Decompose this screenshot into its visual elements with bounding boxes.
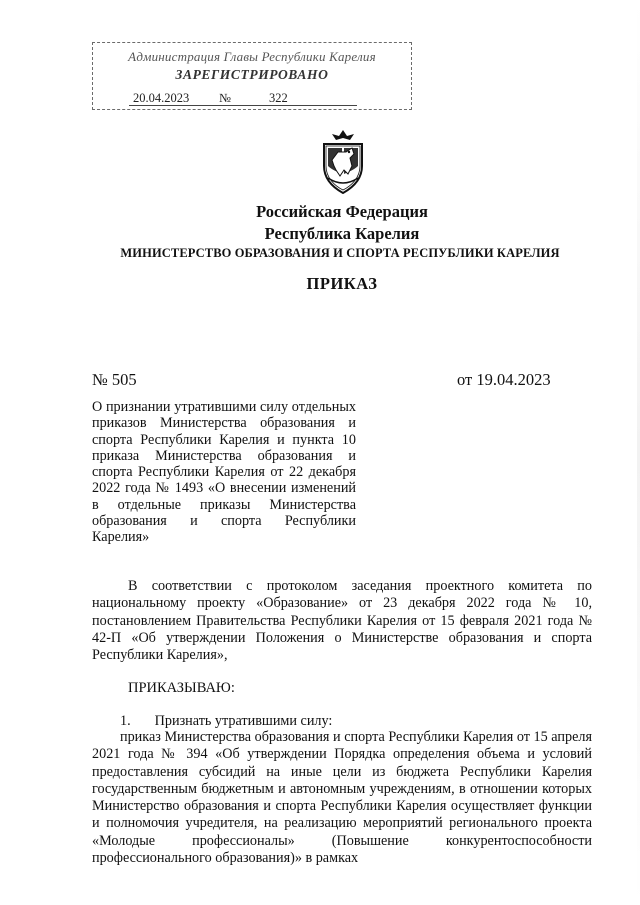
stamp-number: 322 [269, 91, 288, 105]
item-1-detail: приказ Министерства образования и спорта Республики Карелия от 15 апреля 2021 года № 394 «Об утверждении Порядка определения объема и условий предоставления субсидий на иные цели из бюджета Республики Карелия государственным бюджетным и автономным учреждениям, в отношении которых Министерство образования и спорта Республики Карелия осуществляет функции и полномочия учредителя, на реализацию мероприятий регионального проекта «Молодые профессионалы» (Повышение конкурентоспособности профессионального образования)» в рамках [92, 729, 592, 867]
header-federation: Российская Федерация [256, 202, 428, 221]
header-republic: Республика Карелия [264, 224, 420, 243]
coat-of-arms-karelia-icon [318, 130, 368, 194]
order-title: О признании утратившими силу отдельных приказов Министерства образования и спорта Республики Карелия и пункта 10 приказа Министерства образования и спорта Республики Карелия от 22 декабря 2022 года № 1493 «О внесении изменений в отдельные приказы Министерства образования и спорта Республики Карелия» [92, 399, 356, 546]
item-1-number: 1. [120, 713, 131, 729]
registration-stamp [92, 42, 412, 110]
stamp-number-label: № [219, 91, 231, 105]
stamp-date: 20.04.2023 [133, 91, 190, 105]
stamp-status: ЗАРЕГИСТРИРОВАНО [175, 67, 329, 82]
stamp-underline [129, 105, 357, 106]
header-ministry: МИНИСТЕРСТВО ОБРАЗОВАНИЯ И СПОРТА РЕСПУБЛИКИ КАРЕЛИЯ [120, 246, 560, 260]
order-number: № 505 [92, 370, 137, 389]
item-1 [120, 713, 332, 730]
order-date: от 19.04.2023 [457, 370, 551, 389]
order-word: ПРИКАЗЫВАЮ: [128, 680, 235, 696]
stamp-organization: Администрация Главы Республики Карелия [128, 49, 376, 64]
item-1-text: Признать утратившими силу: [154, 713, 333, 729]
document-type: ПРИКАЗ [306, 274, 378, 293]
preamble-paragraph: В соответствии с протоколом заседания проектного комитета по национальному проекту «Образование» от 23 декабря 2022 года № 10, постановлением Правительства Республики Карелия от 15 февраля 2021 года № 42-П «Об утверждении Положения о Министерстве образования и спорта Республики Карелия», [92, 578, 592, 664]
